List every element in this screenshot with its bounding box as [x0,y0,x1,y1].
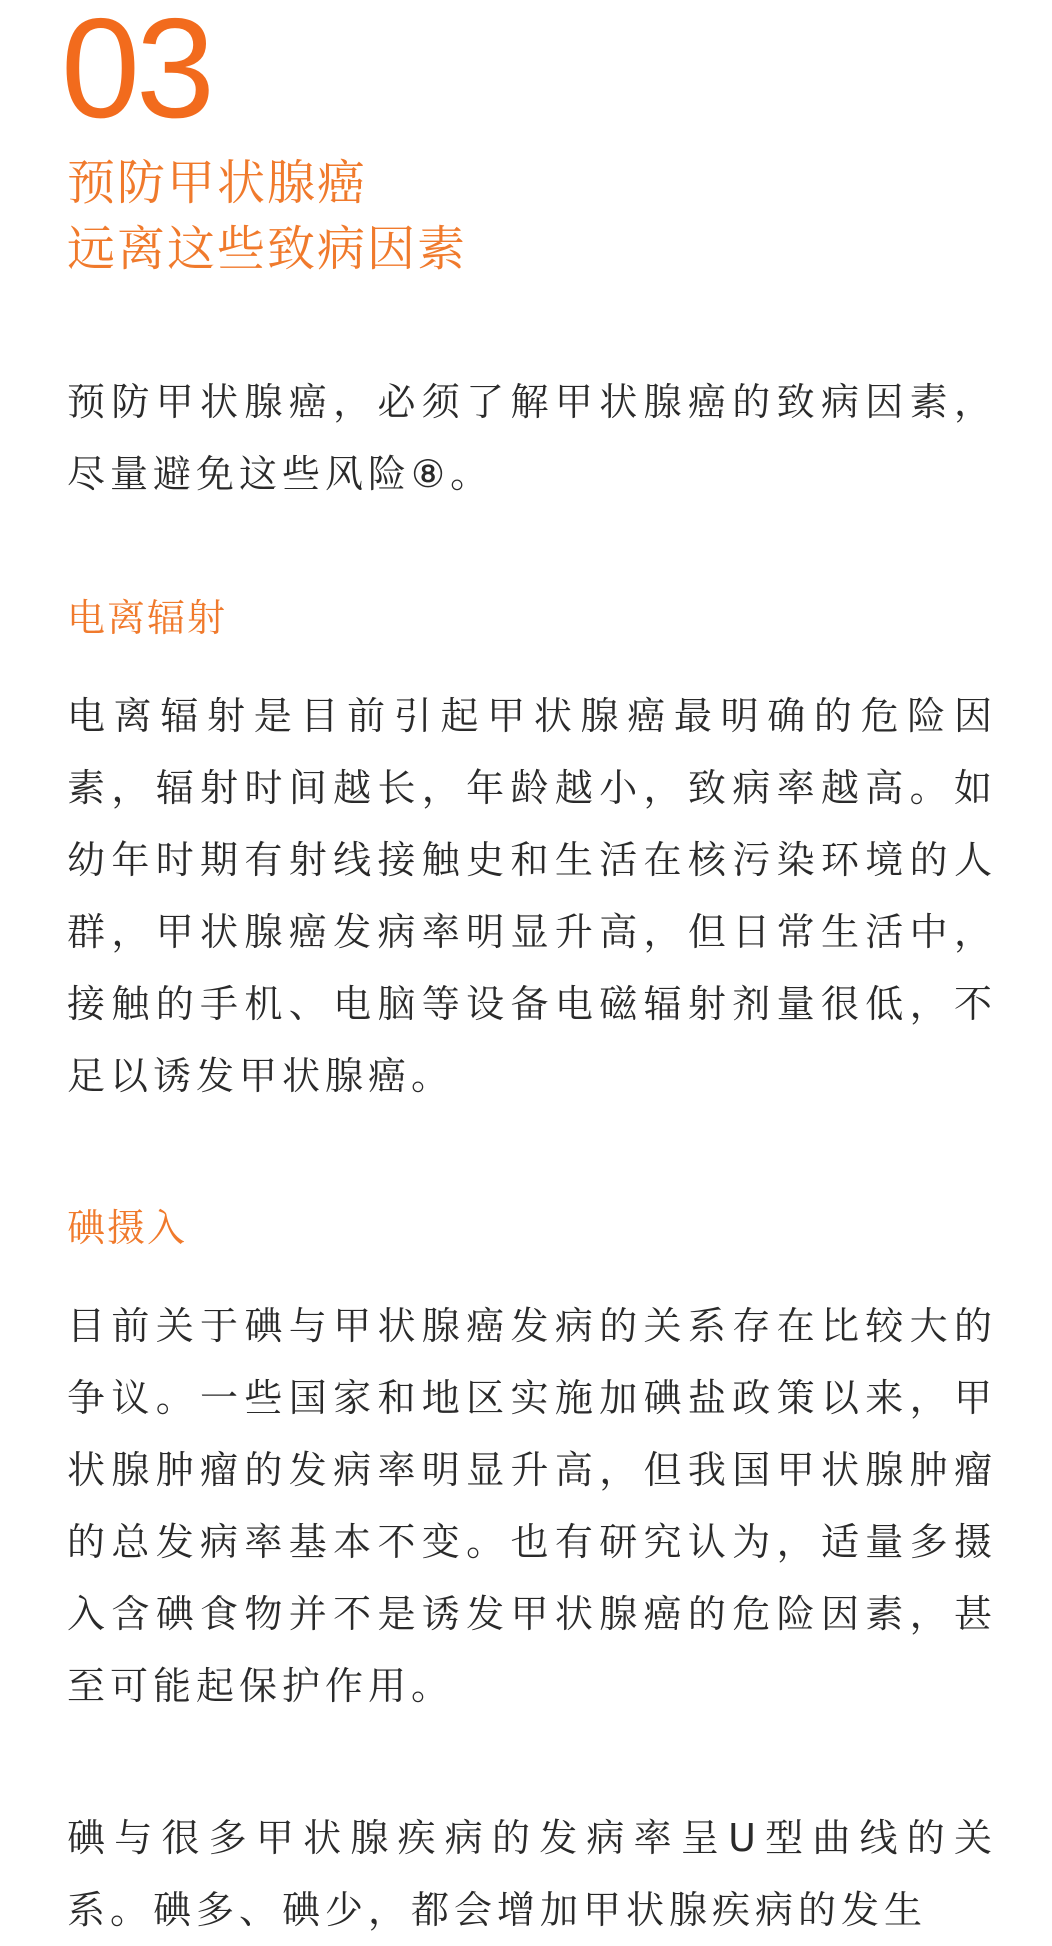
section-title [67,150,467,282]
iodine-paragraph-2: 碘与很多甲状腺疾病的发病率呈U型曲线的关系。碘多、碘少，都会增加甲状腺疾病的发生 [67,1816,997,1932]
subheading-iodine-intake: 碘摄入 [67,1206,188,1250]
ionizing-radiation-paragraph: 电离辐射是目前引起甲状腺癌最明确的危险因素，辐射时间越长，年龄越小，致病率越高。如幼年时期有射线接触史和生活在核污染环境的人群，甲状腺癌发病率明显升高，但日常生活中，接触的手机、电脑等设备电磁辐射剂量很低，不足以诱发甲状腺癌。 [67,694,997,1098]
intro-paragraph: 预防甲状腺癌，必须了解甲状腺癌的致病因素，尽量避免这些风险⑧。 [67,380,997,496]
subheading-ionizing-radiation: 电离辐射 [67,596,228,640]
section-title-line-2: 远离这些致病因素 [67,221,468,277]
iodine-paragraph-1: 目前关于碘与甲状腺癌发病的关系存在比较大的争议。一些国家和地区实施加碘盐政策以来，甲状腺肿瘤的发病率明显升高，但我国甲状腺肿瘤的总发病率基本不变。也有研究认为，适量多摄入含碘食物并不是诱发甲状腺癌的危险因素，甚至可能起保护作用。 [67,1304,997,1708]
section-title-line-1: 预防甲状腺癌 [67,155,368,211]
section-number: 03 [61,0,211,148]
